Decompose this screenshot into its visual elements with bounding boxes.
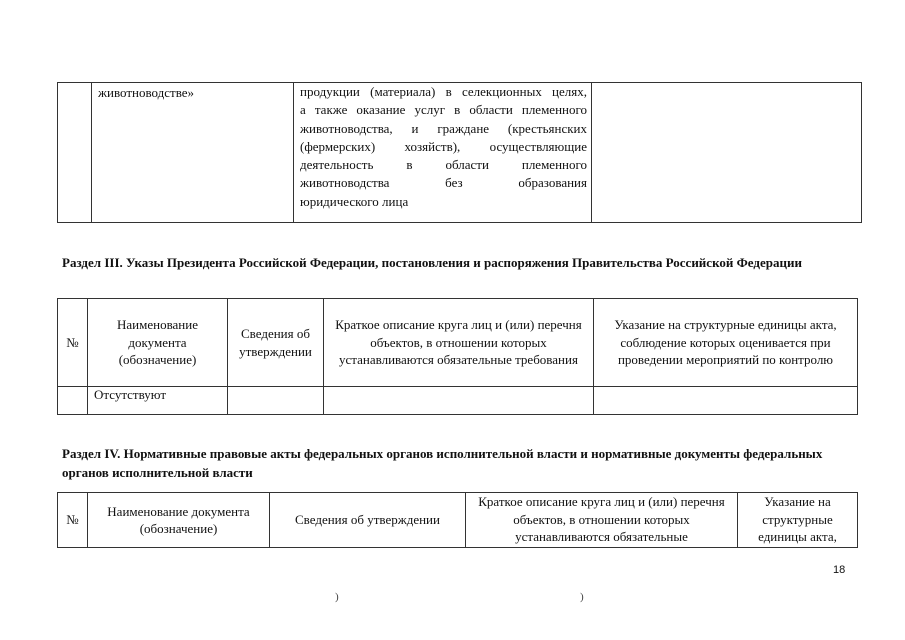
description-line: продукции (материала) в селекционных целях, [300,84,587,99]
description-line: а также оказание услуг в области племенного [300,102,587,118]
description-line: деятельность в области племенного [300,157,587,173]
table-cell [594,387,858,415]
table-cell-document-name: животноводстве» [92,83,294,223]
table-header-row [58,493,858,548]
section4-table [57,492,858,548]
table-cell [228,387,324,415]
section-heading: Раздел III. Указы Президента Российской Федерации, постановления и распоряжения Правительства Российской Федерации [62,255,802,270]
scan-mark: ) [335,591,339,603]
table-cell-description [294,83,592,223]
column-header-number: № [58,493,88,548]
column-header-document-name: Наименование документа (обозначение) [88,493,270,548]
table-cell: Отсутствуют [88,387,228,415]
scan-mark: ) [580,591,584,603]
table-cell-structural-units [592,83,862,223]
column-header-document-name: Наименование документа (обозначение) [88,299,228,387]
description-line: животноводства, и граждане (крестьянских [300,120,587,136]
description-line: (фермерских) хозяйств), осуществляющие [300,138,587,154]
table-row [58,387,858,415]
table-cell [324,387,594,415]
column-header-description: Краткое описание круга лиц и (или) перечня объектов, в отношении которых устанавливаются обязательные требования [324,299,594,387]
description-line: животноводства без образования [300,175,587,191]
table-cell-number [58,83,92,223]
column-header-structural-units: Указание на структурные единицы акта, соблюдение которых оценивается при проведении мероприятий по контролю [594,299,858,387]
table-header-row [58,299,858,387]
section-heading: Раздел IV. Нормативные правовые акты федеральных органов исполнительной власти и нормативные документы федеральных органов исполнительной власти [62,446,823,480]
column-header-structural-units: Указание на структурные единицы акта, [738,493,858,548]
column-header-number: № [58,299,88,387]
column-header-approval: Сведения об утверждении [270,493,466,548]
table-cell [58,387,88,415]
table-continuation [57,82,862,223]
section3-table [57,298,858,415]
page-number: 18 [833,564,846,576]
column-header-approval: Сведения об утверждении [228,299,324,387]
description-line: юридического лица [300,193,409,209]
table-row [58,83,862,223]
column-header-description: Краткое описание круга лиц и (или) перечня объектов, в отношении которых устанавливаются обязательные [466,493,738,548]
